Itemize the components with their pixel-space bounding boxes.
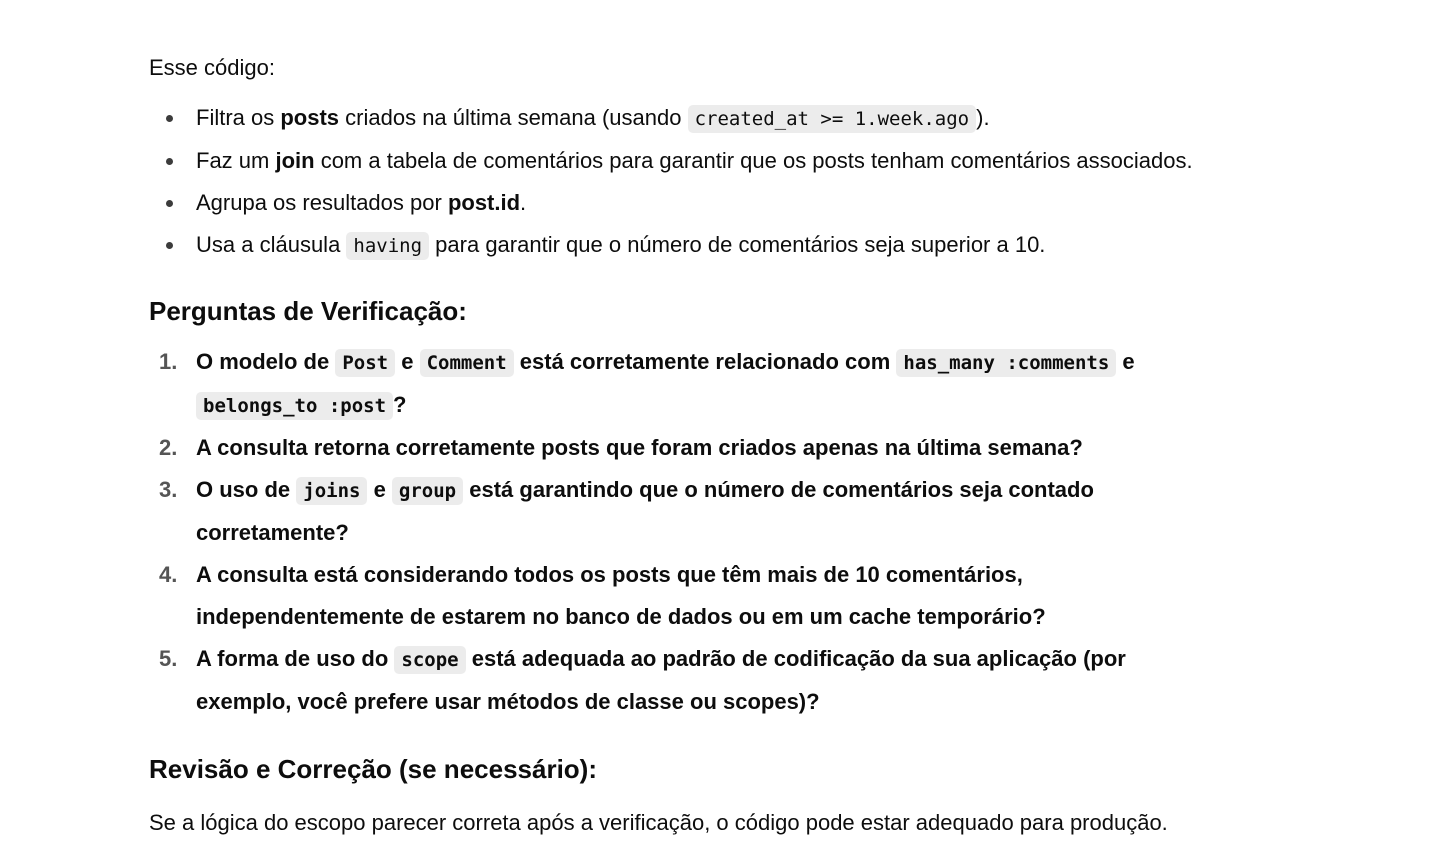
list-item (149, 554, 1309, 638)
item-number: 2. (159, 435, 178, 460)
verification-heading: Perguntas de Verificação: (149, 296, 467, 326)
verification-questions-list (149, 341, 1309, 723)
item-text: ? (393, 392, 407, 417)
item-number: 4. (159, 562, 178, 587)
bullet-dot-icon (166, 158, 173, 165)
list-item (149, 469, 1309, 554)
item-text: . (520, 190, 527, 215)
message-content (149, 50, 1309, 841)
bullet-dot-icon (166, 115, 173, 122)
inline-code: created_at >= 1.week.ago (688, 105, 977, 133)
item-text: Filtra os (196, 105, 281, 130)
inline-code: scope (394, 646, 465, 674)
item-text: e (367, 477, 392, 502)
item-text: Agrupa os resultados por (196, 190, 448, 215)
item-number: 1. (159, 349, 178, 374)
list-item (149, 224, 1309, 267)
list-item (149, 140, 1309, 182)
inline-code: belongs_to :post (196, 392, 393, 420)
item-text: independentemente de estarem no banco de dados ou em um cache temporário? (196, 604, 1046, 629)
inline-code: joins (296, 477, 367, 505)
list-item (149, 341, 1309, 427)
item-text: criados na última semana (usando (339, 105, 688, 130)
item-text: exemplo, você prefere usar métodos de classe ou scopes)? (196, 689, 820, 714)
intro-text: Esse código: (149, 55, 275, 80)
list-item (149, 182, 1309, 224)
item-text: ). (976, 105, 990, 130)
inline-code: group (392, 477, 463, 505)
explanation-list (149, 97, 1309, 267)
item-text: Faz um (196, 148, 276, 173)
item-number: 3. (159, 477, 178, 502)
inline-code: has_many :comments (896, 349, 1116, 377)
bullet-dot-icon (166, 200, 173, 207)
item-text: está garantindo que o número de comentários seja contado (463, 477, 1094, 502)
item-text: A forma de uso do (196, 646, 395, 671)
item-text: está corretamente relacionado com (513, 349, 897, 374)
item-bold: posts (280, 105, 340, 130)
item-bold: join (275, 148, 315, 173)
inline-code: having (346, 232, 429, 260)
item-text: O modelo de (196, 349, 336, 374)
item-text: A consulta está considerando todos os posts que têm mais de 10 comentários, (196, 562, 1023, 587)
list-item (149, 97, 1309, 140)
inline-code: Comment (420, 349, 514, 377)
revision-heading: Revisão e Correção (se necessário): (149, 754, 597, 784)
item-bold: post.id (447, 190, 521, 215)
list-item (149, 638, 1309, 723)
item-text: e (395, 349, 420, 374)
bullet-dot-icon (166, 242, 173, 249)
revision-text: Se a lógica do escopo parecer correta após a verificação, o código pode estar adequado para produção. (149, 810, 1168, 835)
item-text: com a tabela de comentários para garantir que os posts tenham comentários associados. (314, 148, 1193, 173)
item-text: está adequada ao padrão de codificação da sua aplicação (por (465, 646, 1126, 671)
list-item (149, 427, 1309, 469)
inline-code: Post (335, 349, 395, 377)
item-text: Usa a cláusula (196, 232, 347, 257)
item-text: corretamente? (196, 520, 349, 545)
item-text: e (1116, 349, 1135, 374)
item-text: para garantir que o número de comentários seja superior a 10. (429, 232, 1046, 257)
item-number: 5. (159, 646, 178, 671)
item-text: O uso de (196, 477, 297, 502)
item-text: A consulta retorna corretamente posts que foram criados apenas na última semana? (196, 435, 1083, 460)
